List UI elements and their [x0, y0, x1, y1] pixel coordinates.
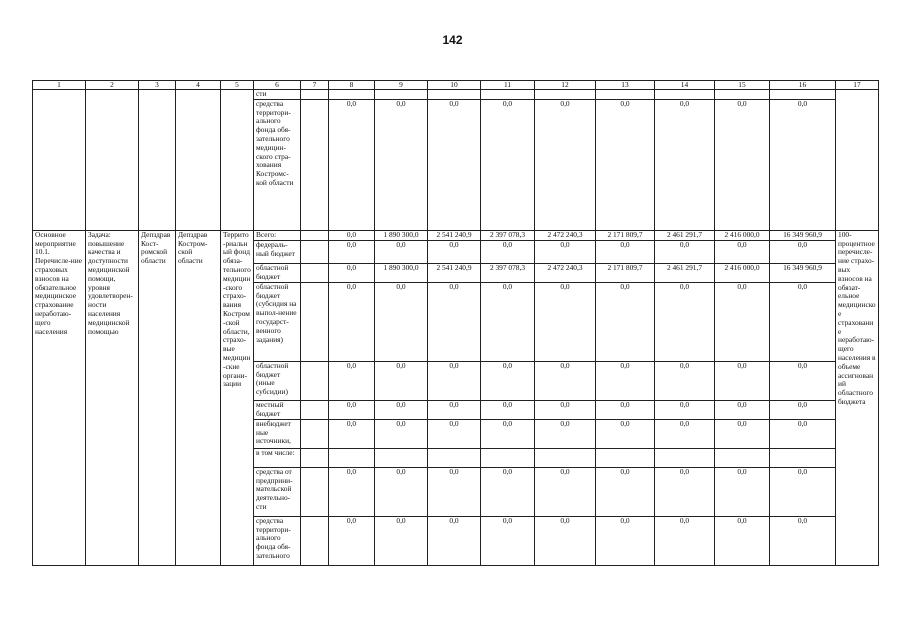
value-cell: 2 416 000,0 — [715, 263, 770, 282]
value-cell — [375, 448, 428, 467]
value-cell: 0,0 — [428, 99, 481, 230]
column-number: 12 — [535, 81, 596, 90]
expected-result: 100-процентное перечисле-ние страхо-вых взносов на обязат-ельное медицинское страхование неработаю-щего населения в объеме ассигнований областного бюджета — [836, 230, 879, 565]
value-cell — [715, 448, 770, 467]
empty-cell — [301, 400, 329, 419]
value-cell: 0,0 — [481, 516, 535, 565]
funding-source-label: областной бюджет (иные субсидии) — [254, 361, 301, 400]
value-cell — [535, 448, 596, 467]
value-cell: 0,0 — [428, 419, 481, 448]
value-cell: 0,0 — [596, 361, 655, 400]
value-cell: 2 416 000,0 — [715, 230, 770, 240]
funding-source-label: средства территори-ального фонда обя-зательного — [254, 516, 301, 565]
value-cell: 0,0 — [715, 516, 770, 565]
value-cell: 0,0 — [535, 467, 596, 516]
value-cell: 1 890 300,0 — [375, 230, 428, 240]
row-label: средства территори-ального фонда обя-зательного медицин-ского стра-хования Костромс-кой области — [254, 99, 301, 230]
column-number: 13 — [596, 81, 655, 90]
value-cell: 0,0 — [655, 282, 715, 361]
responsible-executor: Депздрав Кост-ромской области — [139, 230, 176, 565]
value-cell: 0,0 — [428, 467, 481, 516]
empty-cell — [301, 240, 329, 263]
column-number: 17 — [836, 81, 879, 90]
page-number: 142 — [442, 33, 463, 47]
column-number: 16 — [770, 81, 836, 90]
column-number: 8 — [329, 81, 375, 90]
value-cell: 0,0 — [428, 361, 481, 400]
value-cell: 2 397 078,3 — [481, 263, 535, 282]
empty-cell — [301, 419, 329, 448]
empty-cell — [86, 90, 139, 231]
row-label: сти — [254, 90, 301, 100]
budget-table — [32, 80, 879, 566]
value-cell: 0,0 — [481, 400, 535, 419]
value-cell: 0,0 — [770, 516, 836, 565]
value-cell: 0,0 — [596, 240, 655, 263]
value-cell: 2 171 809,7 — [596, 263, 655, 282]
funding-source-label: внебюджет ные источники, — [254, 419, 301, 448]
value-cell: 0,0 — [770, 400, 836, 419]
value-cell — [596, 90, 655, 100]
value-cell: 2 541 240,9 — [428, 230, 481, 240]
empty-cell — [301, 361, 329, 400]
value-cell: 0,0 — [428, 240, 481, 263]
empty-cell — [301, 282, 329, 361]
column-number: 7 — [301, 81, 329, 90]
value-cell: 0,0 — [715, 99, 770, 230]
value-cell: 0,0 — [329, 282, 375, 361]
value-cell: 0,0 — [655, 467, 715, 516]
column-number: 4 — [176, 81, 221, 90]
value-cell: 0,0 — [596, 419, 655, 448]
funding-source-label: Всего: — [254, 230, 301, 240]
value-cell: 0,0 — [329, 361, 375, 400]
value-cell: 0,0 — [329, 467, 375, 516]
column-number: 15 — [715, 81, 770, 90]
value-cell: 0,0 — [481, 240, 535, 263]
value-cell: 0,0 — [375, 240, 428, 263]
value-cell: 0,0 — [375, 516, 428, 565]
empty-cell — [176, 90, 221, 231]
funding-source-label: областной бюджет (субсидия на выпол-нение государст-венного задания) — [254, 282, 301, 361]
value-cell: 0,0 — [596, 99, 655, 230]
value-cell: 0,0 — [481, 282, 535, 361]
empty-cell — [33, 90, 86, 231]
value-cell — [375, 90, 428, 100]
value-cell: 0,0 — [481, 419, 535, 448]
value-cell: 0,0 — [535, 240, 596, 263]
column-number: 2 — [86, 81, 139, 90]
empty-cell — [301, 516, 329, 565]
funding-source-label: средства от предприни-мательской деятельно-сти — [254, 467, 301, 516]
value-cell — [770, 448, 836, 467]
value-cell: 2 541 240,9 — [428, 263, 481, 282]
value-cell: 0,0 — [715, 282, 770, 361]
column-number: 9 — [375, 81, 428, 90]
event-name: Основное мероприятие 10.1. Перечисле-ние страховых взносов на обязательное медицинское страхование неработаю-щего населения — [33, 230, 86, 565]
value-cell: 0,0 — [715, 419, 770, 448]
empty-cell — [139, 90, 176, 231]
value-cell: 0,0 — [655, 400, 715, 419]
value-cell — [655, 90, 715, 100]
funding-source-label: федераль-ный бюджет — [254, 240, 301, 263]
value-cell — [715, 90, 770, 100]
value-cell: 0,0 — [535, 361, 596, 400]
value-cell: 0,0 — [596, 467, 655, 516]
participants: Террито-риальный фонд обяза-тельного медицин-ского страхо-вания Костром-ской области, страхо-вые медицин-ские органи-зации — [221, 230, 254, 565]
empty-cell — [301, 99, 329, 230]
value-cell — [481, 448, 535, 467]
value-cell — [428, 90, 481, 100]
value-cell: 0,0 — [329, 99, 375, 230]
value-cell: 0,0 — [655, 419, 715, 448]
value-cell: 0,0 — [535, 400, 596, 419]
value-cell: 0,0 — [596, 282, 655, 361]
column-number-row — [33, 81, 879, 90]
value-cell: 0,0 — [481, 467, 535, 516]
value-cell: 0,0 — [375, 282, 428, 361]
value-cell: 16 349 960,9 — [770, 230, 836, 240]
value-cell: 2 461 291,7 — [655, 263, 715, 282]
value-cell: 0,0 — [770, 240, 836, 263]
value-cell: 0,0 — [715, 400, 770, 419]
value-cell: 0,0 — [375, 467, 428, 516]
value-cell: 0,0 — [329, 263, 375, 282]
value-cell: 0,0 — [428, 516, 481, 565]
value-cell: 0,0 — [655, 240, 715, 263]
value-cell — [770, 90, 836, 100]
value-cell: 0,0 — [770, 361, 836, 400]
value-cell — [329, 90, 375, 100]
empty-cell — [301, 467, 329, 516]
value-cell: 0,0 — [596, 400, 655, 419]
value-cell: 0,0 — [770, 99, 836, 230]
column-number: 3 — [139, 81, 176, 90]
co-executor: Депздрав Костром-ской области — [176, 230, 221, 565]
value-cell: 0,0 — [715, 240, 770, 263]
value-cell: 2 472 240,3 — [535, 230, 596, 240]
value-cell: 0,0 — [375, 400, 428, 419]
value-cell: 0,0 — [770, 282, 836, 361]
value-cell — [428, 448, 481, 467]
empty-cell — [221, 90, 254, 231]
empty-cell — [301, 230, 329, 240]
value-cell: 0,0 — [655, 99, 715, 230]
value-cell: 2 472 240,3 — [535, 263, 596, 282]
empty-cell — [301, 263, 329, 282]
empty-cell — [301, 448, 329, 467]
value-cell: 0,0 — [428, 400, 481, 419]
value-cell — [329, 448, 375, 467]
value-cell — [481, 90, 535, 100]
funding-source-label: местный бюджет — [254, 400, 301, 419]
value-cell: 0,0 — [375, 99, 428, 230]
value-cell — [655, 448, 715, 467]
column-number: 11 — [481, 81, 535, 90]
value-cell: 0,0 — [329, 400, 375, 419]
column-number: 6 — [254, 81, 301, 90]
value-cell: 0,0 — [481, 99, 535, 230]
funding-source-label: в том числе: — [254, 448, 301, 467]
table-row — [33, 230, 879, 240]
value-cell: 2 461 291,7 — [655, 230, 715, 240]
value-cell: 1 890 300,0 — [375, 263, 428, 282]
value-cell: 0,0 — [655, 516, 715, 565]
value-cell: 0,0 — [329, 419, 375, 448]
value-cell: 0,0 — [535, 99, 596, 230]
value-cell: 0,0 — [428, 282, 481, 361]
value-cell: 16 349 960,9 — [770, 263, 836, 282]
value-cell: 0,0 — [535, 282, 596, 361]
value-cell — [535, 90, 596, 100]
task-description: Задача: повышение качества и доступности медицинской помощи, уровня удовлетворен-ности населения медицинской помощью — [86, 230, 139, 565]
value-cell: 0,0 — [329, 240, 375, 263]
table-row — [33, 90, 879, 100]
value-cell: 0,0 — [770, 467, 836, 516]
value-cell: 0,0 — [535, 419, 596, 448]
value-cell — [596, 448, 655, 467]
value-cell: 0,0 — [596, 516, 655, 565]
value-cell: 0,0 — [375, 419, 428, 448]
value-cell: 0,0 — [375, 361, 428, 400]
funding-source-label: областной бюджет — [254, 263, 301, 282]
value-cell: 2 171 809,7 — [596, 230, 655, 240]
value-cell: 0,0 — [329, 516, 375, 565]
column-number: 10 — [428, 81, 481, 90]
value-cell: 0,0 — [715, 361, 770, 400]
value-cell: 0,0 — [715, 467, 770, 516]
value-cell: 0,0 — [481, 361, 535, 400]
empty-cell — [301, 90, 329, 100]
column-number: 1 — [33, 81, 86, 90]
value-cell: 2 397 078,3 — [481, 230, 535, 240]
value-cell: 0,0 — [655, 361, 715, 400]
value-cell: 0,0 — [770, 419, 836, 448]
empty-cell — [836, 90, 879, 231]
value-cell: 0,0 — [535, 516, 596, 565]
column-number: 5 — [221, 81, 254, 90]
value-cell: 0,0 — [329, 230, 375, 240]
column-number: 14 — [655, 81, 715, 90]
